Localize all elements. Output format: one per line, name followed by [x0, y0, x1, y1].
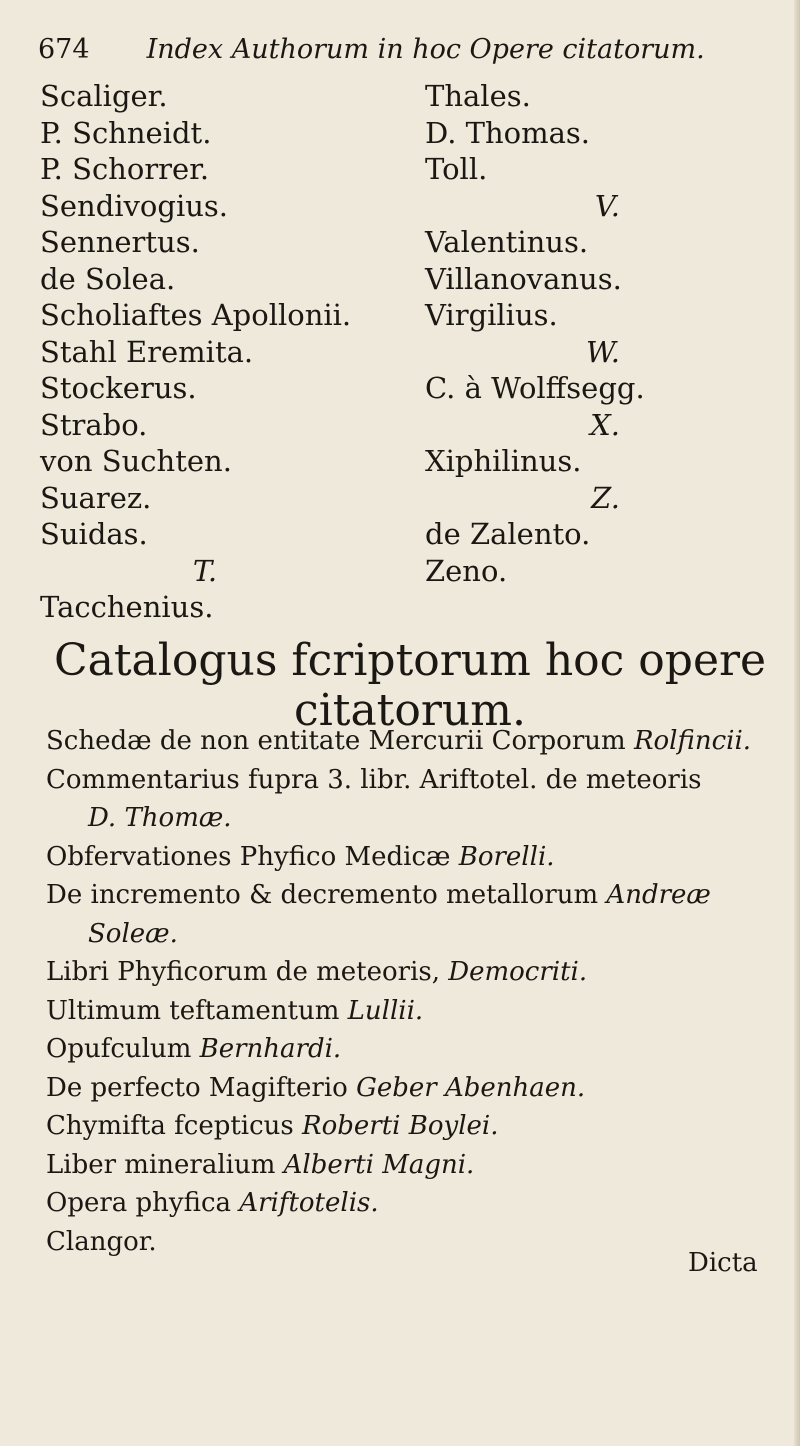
index-entry: Toll. [425, 152, 488, 186]
entry-author: Democriti. [448, 957, 588, 987]
catalog-entry [46, 1030, 796, 1069]
entry-title: Opera phyfica [46, 1188, 240, 1218]
running-head: Index Authorum in hoc Opere citatorum. [146, 34, 705, 65]
index-entry: Stahl Eremita. [40, 334, 254, 369]
entry-title: Opufculum [46, 1034, 200, 1064]
index-entry: P. Schneidt. [40, 115, 212, 150]
catalog-entry [46, 992, 796, 1031]
index-entry: Villanovanus. [425, 261, 622, 296]
entry-title: Obfervationes Phyfico Medicæ [46, 841, 459, 872]
entry-author: Borelli. [458, 841, 555, 872]
entry-title: De perfecto Magifterio [46, 1072, 357, 1103]
index-entry: D. Thomas. [425, 115, 591, 150]
catalog-entry [46, 1184, 796, 1223]
catalog-entry [46, 876, 796, 915]
catalog-entry [46, 953, 796, 992]
author-index-left-column [40, 78, 370, 626]
index-entry: Xiphilinus. [425, 444, 582, 478]
page-number: 674 [38, 34, 90, 65]
entry-author: Ariftotelis. [239, 1188, 379, 1218]
index-entry: Scaliger. [40, 79, 168, 113]
index-entry: von Suchten. [40, 444, 232, 478]
index-entry: Virgilius. [425, 298, 558, 332]
index-entry: Strabo. [40, 407, 148, 442]
catalog-entry [46, 1146, 796, 1185]
entry-title: Liber mineralium [46, 1149, 284, 1180]
section-letter: W. [586, 334, 620, 369]
section-letter: V. [594, 188, 620, 223]
entry-title: Schedæ de non entitate Mercurii Corporum [46, 726, 634, 756]
index-entry: de Solea. [40, 261, 176, 296]
index-entry: Sendivogius. [40, 188, 229, 223]
entry-title: Chymifta fcepticus [46, 1111, 303, 1141]
index-entry: Valentinus. [425, 225, 589, 259]
catalog-title-line: citatorum. [294, 685, 526, 736]
author-index-right-column [425, 78, 645, 589]
index-entry: Tacchenius. [40, 590, 214, 624]
entry-author: Roberti Boylei. [302, 1111, 499, 1141]
index-entry: Thales. [425, 79, 531, 113]
entry-author: Soleæ. [88, 918, 178, 949]
index-entry: Suarez. [40, 480, 152, 515]
catalog-entry-continuation [46, 799, 796, 838]
catalog-entry [46, 1223, 796, 1262]
catalog-entry [46, 722, 796, 761]
catalog-entry [46, 838, 796, 877]
entry-author: Alberti Magni. [283, 1149, 475, 1180]
catalog-entry [46, 1107, 796, 1146]
catalog-title-line: Catalogus fcriptorum hoc opere [53, 635, 767, 686]
entry-author: Rolfincii. [633, 726, 752, 756]
entry-title: Ultimum teftamentum [46, 995, 348, 1026]
entry-author: Andreæ [606, 880, 711, 910]
entry-author: Bernhardi. [199, 1034, 342, 1064]
entry-title: Clangor. [46, 1226, 157, 1257]
index-entry: P. Schorrer. [40, 152, 210, 186]
section-letter: X. [590, 407, 620, 442]
entry-author: D. Thomæ. [88, 803, 232, 833]
catalog-entry [46, 761, 796, 800]
catalog-title [0, 636, 800, 736]
entry-title: Commentarius fupra 3. libr. Ariftotel. de meteoris [46, 764, 702, 795]
catalog-entry-continuation [46, 915, 796, 954]
index-entry: de Zalento. [425, 517, 591, 551]
index-entry: Stockerus. [40, 371, 197, 405]
index-entry: Sennertus. [40, 225, 200, 259]
entry-author: Geber Abenhaen. [356, 1072, 586, 1103]
entry-title: Libri Phyficorum de meteoris, [46, 957, 449, 987]
index-entry: C. à Wolffsegg. [425, 371, 645, 405]
page-header [38, 34, 705, 74]
section-letter: Z. [591, 480, 620, 515]
entry-title: De incremento & decremento metallorum [46, 880, 607, 910]
section-letter: T. [192, 553, 218, 588]
entry-author: Lullii. [347, 995, 424, 1026]
catalog-entries [46, 722, 796, 1261]
index-entry: Suidas. [40, 517, 148, 551]
catchword: Dicta [688, 1248, 758, 1278]
index-entry: Zeno. [425, 553, 508, 588]
index-entry: Scholiaftes Apollonii. [40, 298, 352, 332]
catalog-entry [46, 1069, 796, 1108]
